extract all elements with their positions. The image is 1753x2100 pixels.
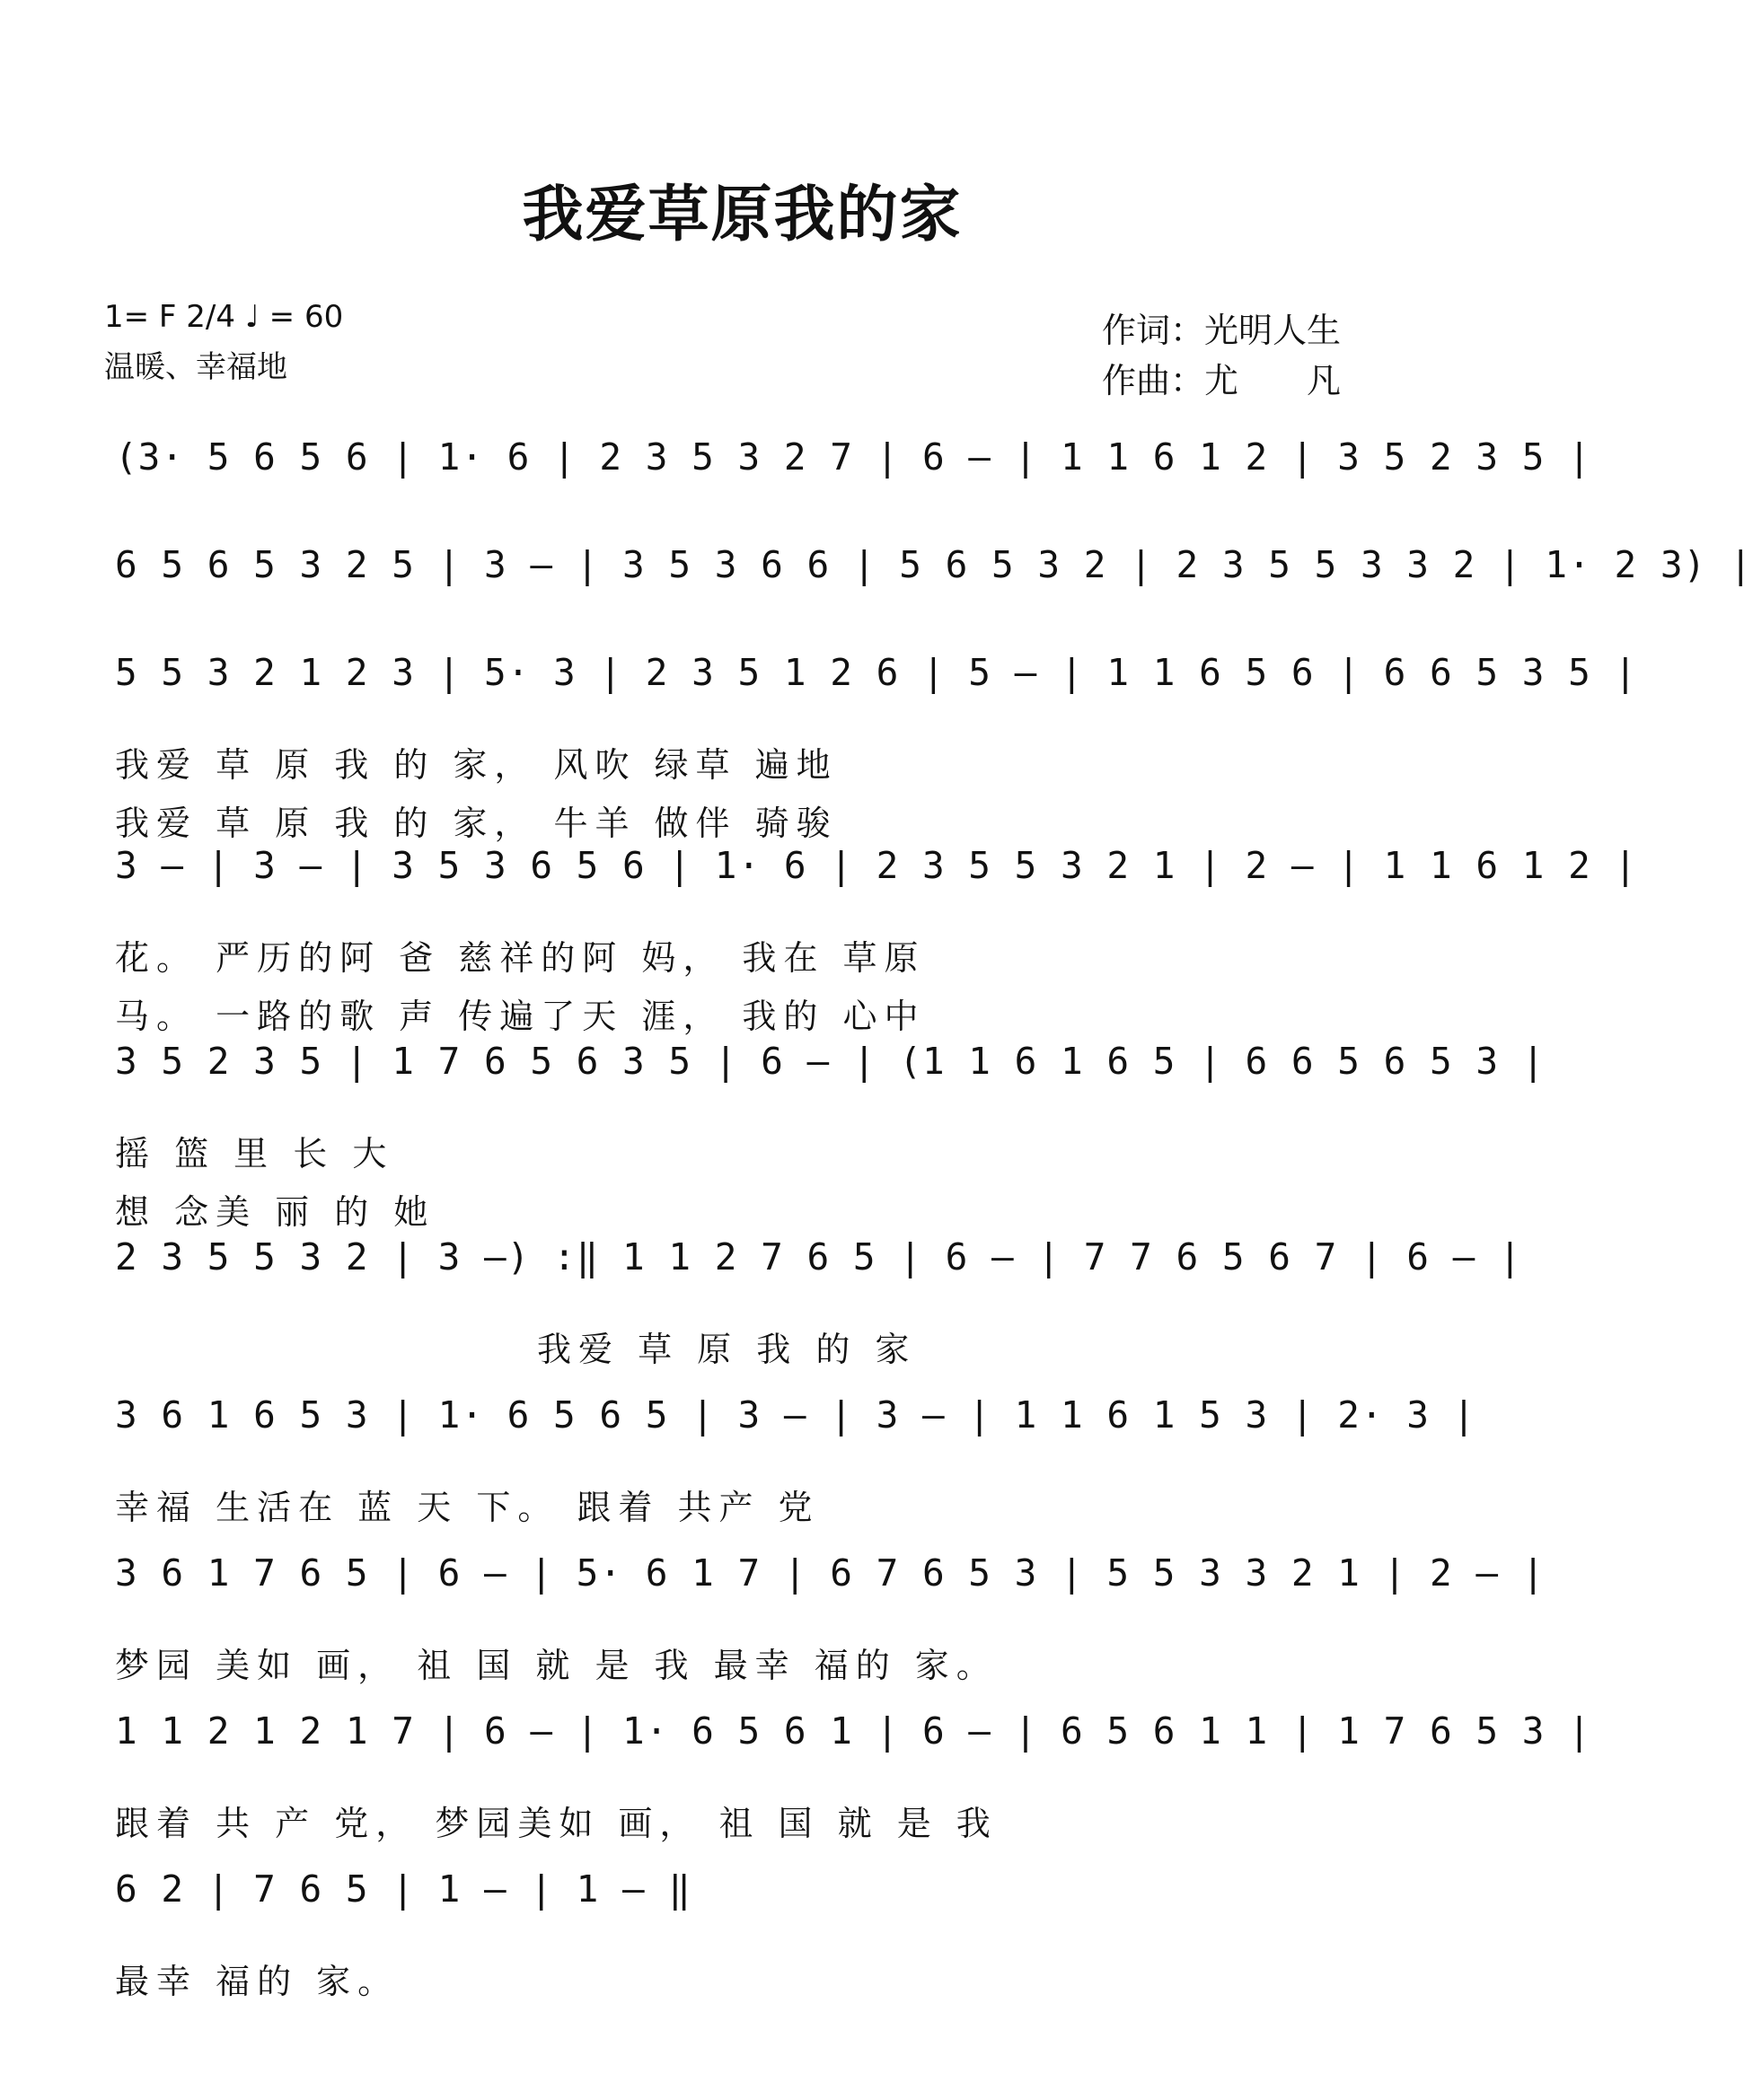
score-row-6: [115, 1235, 1522, 1371]
score-row-1: [115, 435, 1591, 479]
key-tempo-line: 1= F 2/4 ♩ = 60: [104, 299, 344, 335]
lyrics-line-1: 摇 篮 里 长 大: [115, 1134, 394, 1173]
score-row-4: [115, 844, 1638, 1038]
notes-line: (3· 5 6 5 6 | 1· 6 | 2 3 5 3 2 7 | 6 — | 1 1 6 1 2 | 3 5 2 3 5 |: [115, 435, 1591, 479]
lyrics-line-2: 想 念美 丽 的 她: [115, 1192, 436, 1232]
tempo-meta: [104, 292, 343, 392]
notes-line: 3 6 1 6 5 3 | 1· 6 5 6 5 | 3 — | 3 — | 1 1 6 1 5 3 | 2· 3 |: [115, 1393, 1476, 1437]
lyrics-line-1: 我爱 草 原 我 的 家， 风吹 绿草 遍地: [115, 745, 838, 785]
lyricist-line: 作词：光明人生: [1101, 311, 1341, 350]
notes-line: 3 5 2 3 5 | 1 7 6 5 6 3 5 | 6 — | (1 1 6 1 6 5 | 6 6 5 6 5 3 |: [115, 1040, 1546, 1083]
score-row-9: [115, 1709, 1591, 1845]
notes-line: 3 — | 3 — | 3 5 3 6 5 6 | 1· 6 | 2 3 5 5 3 2 1 | 2 — | 1 1 6 1 2 |: [115, 844, 1638, 887]
score-row-8: [115, 1551, 1546, 1687]
score-row-3: [115, 651, 1638, 845]
mood-line: 温暖、幸福地: [104, 349, 287, 385]
notes-line: 3 6 1 7 6 5 | 6 — | 5· 6 1 7 | 6 7 6 5 3 | 5 5 3 3 2 1 | 2 — |: [115, 1551, 1546, 1595]
score-row-5: [115, 1040, 1546, 1234]
lyrics-line-1: 梦园 美如 画， 祖 国 就 是 我 最幸 福的 家。: [115, 1646, 998, 1685]
lyrics-line-2: 我爱 草 原 我 的 家， 牛羊 做伴 骑骏: [115, 804, 838, 843]
notes-line: 6 5 6 5 3 2 5 | 3 — | 3 5 3 6 6 | 5 6 5 3 2 | 2 3 5 5 3 3 2 | 1· 2 3) |: [115, 543, 1753, 586]
credits: [1102, 305, 1341, 406]
score-row-2: [115, 543, 1753, 586]
score-row-7: [115, 1393, 1476, 1529]
lyrics-line-2: 马。 一路的歌 声 传遍了天 涯， 我的 心中: [115, 997, 926, 1036]
notes-line: 2 3 5 5 3 2 | 3 —) :‖ 1 1 2 7 6 5 | 6 — | 7 7 6 5 6 7 | 6 — |: [115, 1235, 1522, 1278]
notes-line: 1 1 2 1 2 1 7 | 6 — | 1· 6 5 6 1 | 6 — | 6 5 6 1 1 | 1 7 6 5 3 |: [115, 1709, 1591, 1753]
lyrics-line-1: 我爱 草 原 我 的 家: [537, 1330, 917, 1369]
song-title: 我爱草原我的家: [522, 180, 963, 250]
lyrics-line-1: 幸福 生活在 蓝 天 下。 跟着 共产 党: [115, 1488, 820, 1527]
lyrics-line-1: 花。 严历的阿 爸 慈祥的阿 妈， 我在 草原: [115, 938, 926, 978]
lyrics-line-1: 跟着 共 产 党， 梦园美如 画， 祖 国 就 是 我: [115, 1804, 998, 1843]
notes-line: 6 2 | 7 6 5 | 1 — | 1 — ‖: [115, 1867, 692, 1911]
lyrics-line-1: 最幸 福的 家。: [115, 1962, 400, 2001]
composer-line: 作曲：尤 凡: [1101, 361, 1341, 400]
score-row-10: [115, 1867, 1350, 2003]
notes-line: 5 5 3 2 1 2 3 | 5· 3 | 2 3 5 1 2 6 | 5 — | 1 1 6 5 6 | 6 6 5 3 5 |: [115, 651, 1638, 694]
